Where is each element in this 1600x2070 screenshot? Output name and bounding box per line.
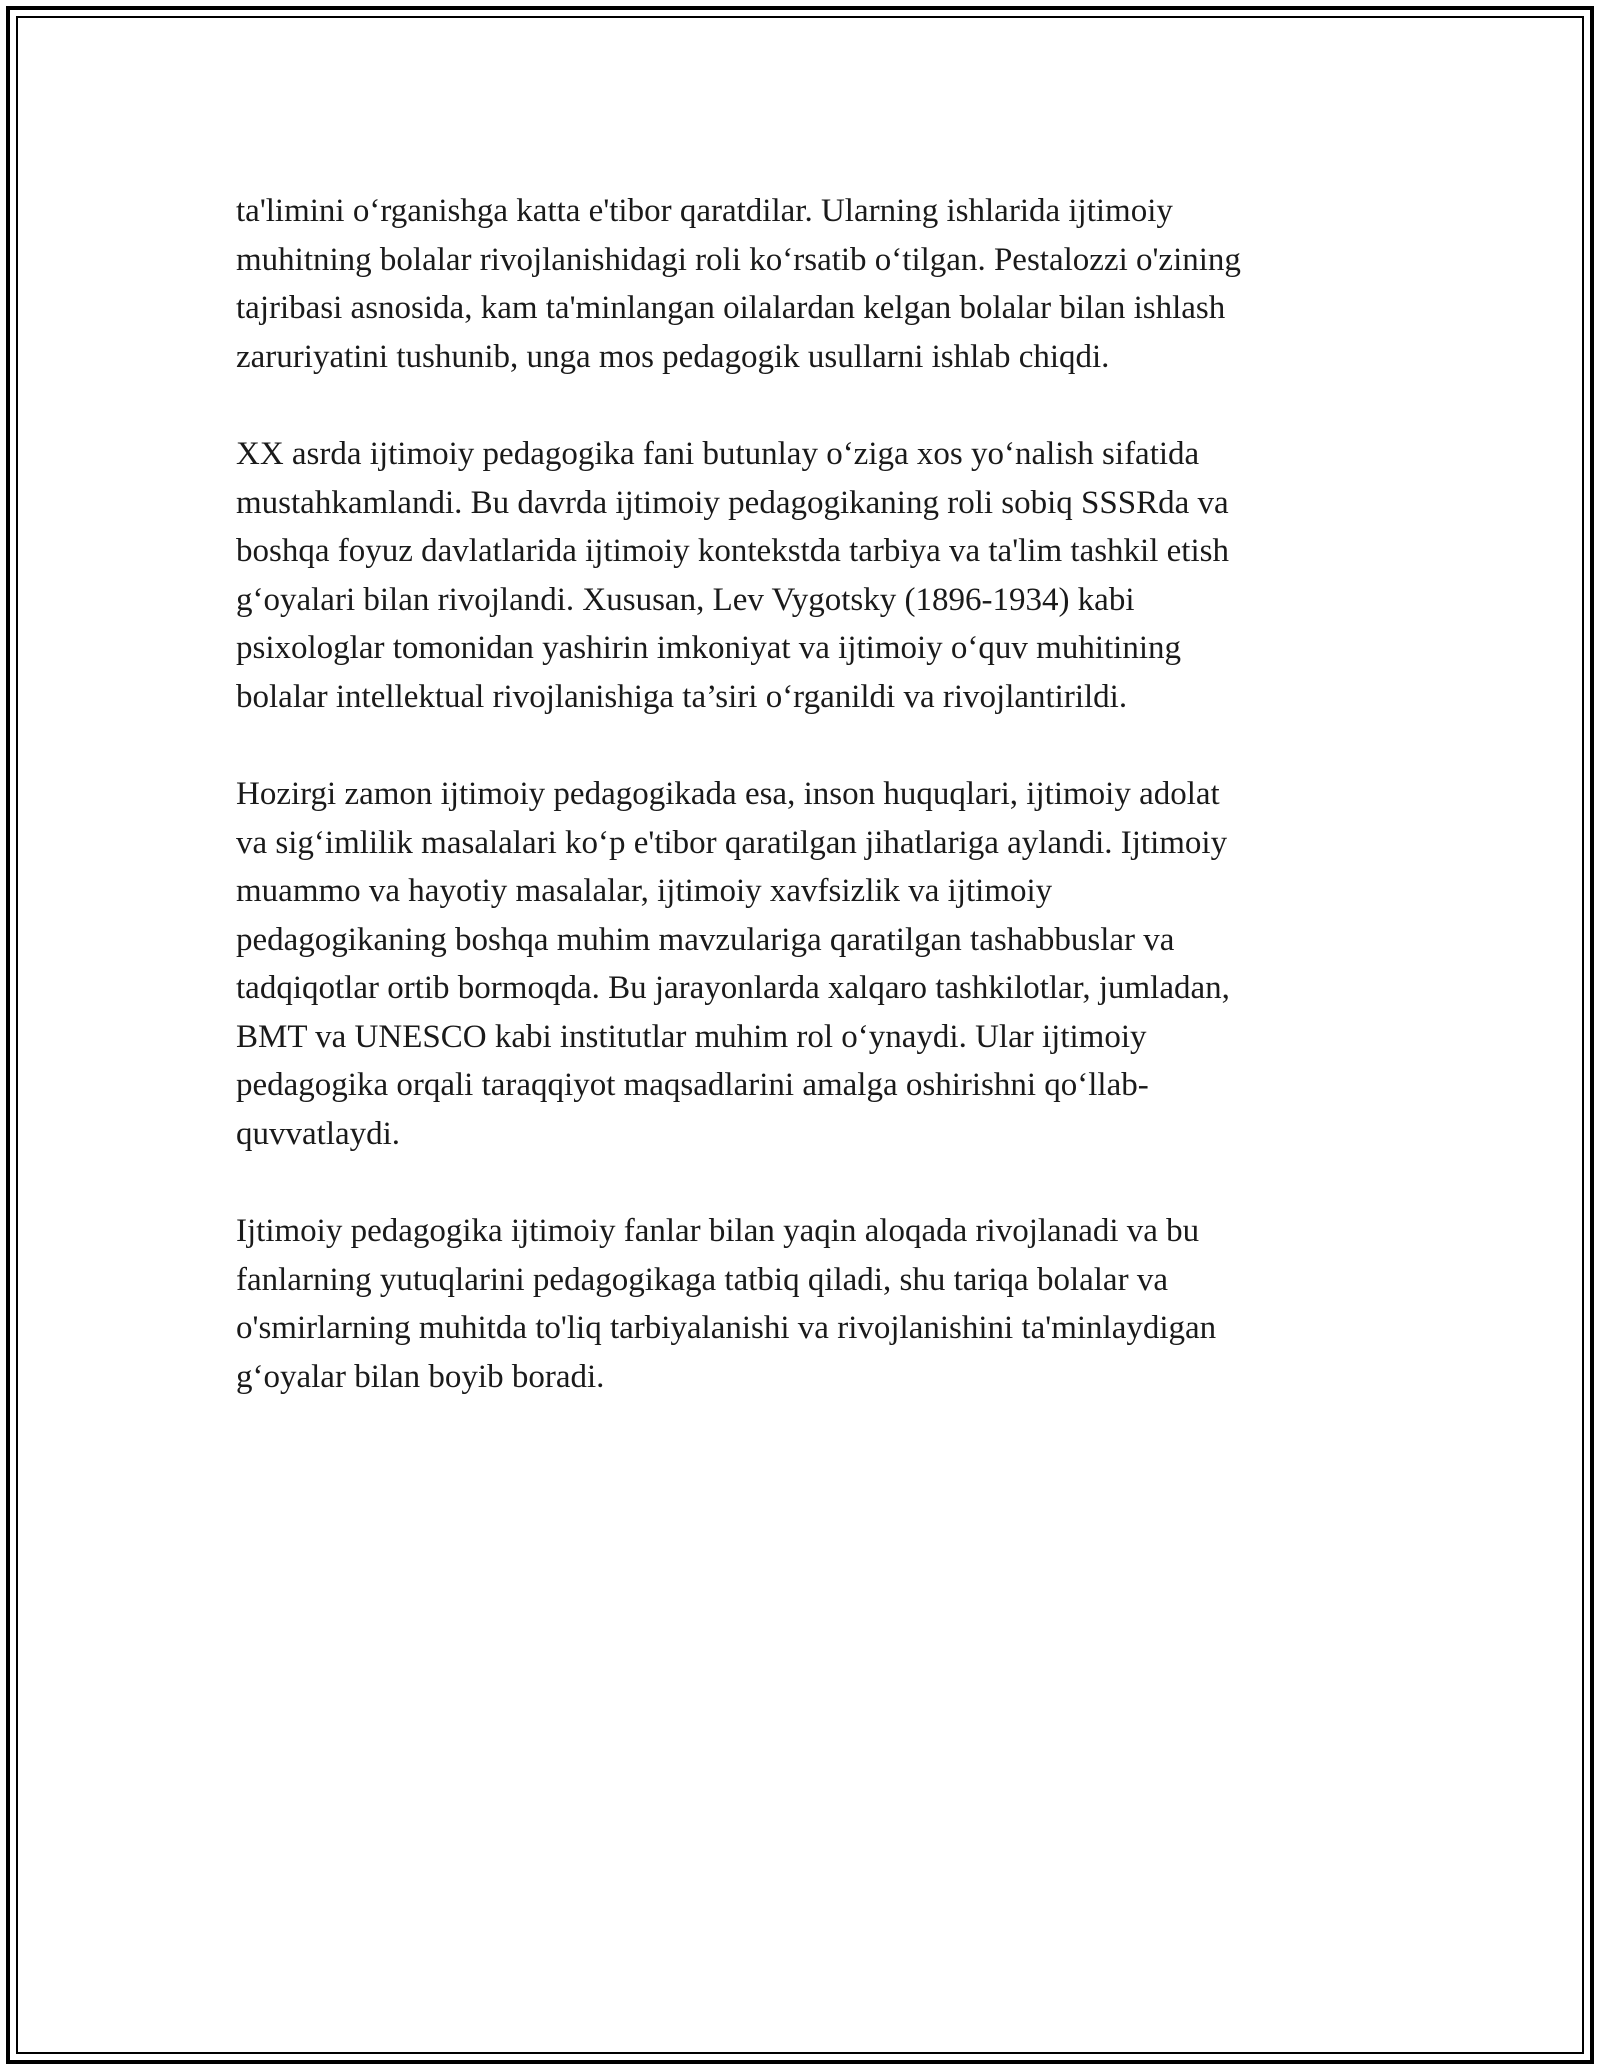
text-line: zaruriyatini tushunib, unga mos pedagogik usullarni ishlab chiqdi. xyxy=(236,338,1110,375)
text-line: Ijtimoiy pedagogika ijtimoiy fanlar bilan yaqin aloqada rivojlanadi va bu xyxy=(236,1213,1200,1249)
text-line: ta'limini o‘rganishga katta e'tibor qaratdilar. Ularning ishlarida ijtimoiy xyxy=(236,193,1173,229)
text-line: XX asrda ijtimoiy pedagogika fani butunlay o‘ziga xos yo‘nalish sifatida xyxy=(236,436,1200,472)
text-line: o'smirlarning muhitda to'liq tarbiyalanishi va rivojlanishini ta'minlaydigan xyxy=(236,1310,1217,1346)
paragraph-4 xyxy=(236,1207,1366,1401)
text-line: quvvatlaydi. xyxy=(236,1115,401,1152)
text-line: muammo va hayotiy masalalar, ijtimoiy xavfsizlik va ijtimoiy xyxy=(236,873,1053,909)
text-line: pedagogikaning boshqa muhim mavzulariga qaratilgan tashabbuslar va xyxy=(236,921,1175,958)
text-line: mustahkamlandi. Bu davrda ijtimoiy pedagogikaning roli sobiq SSSRda va xyxy=(236,484,1229,521)
text-line: pedagogika orqali taraqqiyot maqsadlarini amalga oshirishni qo‘llab- xyxy=(236,1067,1149,1103)
text-line: BMT va UNESCO kabi institutlar muhim rol o‘ynaydi. Ular ijtimoiy xyxy=(236,1018,1147,1055)
paragraph-3 xyxy=(236,770,1366,1158)
text-line: va sig‘imlilik masalalari ko‘p e'tibor qaratilgan jihatlariga aylandi. Ijtimoiy xyxy=(236,824,1228,861)
text-line: tadqiqotlar ortib bormoqda. Bu jarayonlarda xalqaro tashkilotlar, jumladan, xyxy=(236,970,1230,1006)
text-line: tajribasi asnosida, kam ta'minlangan oilalardan kelgan bolalar bilan ishlash xyxy=(236,290,1226,326)
text-line: boshqa foyuz davlatlarida ijtimoiy kontekstda tarbiya va ta'lim tashkil etish xyxy=(236,533,1229,569)
text-line: Hozirgi zamon ijtimoiy pedagogikada esa, inson huquqlari, ijtimoiy adolat xyxy=(236,776,1220,812)
text-line: psixologlar tomonidan yashirin imkoniyat va ijtimoiy o‘quv muhitining xyxy=(236,630,1182,666)
document-body xyxy=(236,187,1366,1450)
paragraph-1 xyxy=(236,187,1366,381)
text-line: g‘oyalari bilan rivojlandi. Xususan, Lev Vygotsky (1896-1934) kabi xyxy=(236,581,1135,618)
paragraph-2 xyxy=(236,430,1366,721)
text-line: muhitning bolalar rivojlanishidagi roli ko‘rsatib o‘tilgan. Pestalozzi o'zining xyxy=(236,241,1241,278)
text-line: g‘oyalar bilan boyib boradi. xyxy=(236,1358,605,1395)
text-line: fanlarning yutuqlarini pedagogikaga tatbiq qiladi, shu tariqa bolalar va xyxy=(236,1261,1168,1298)
text-line: bolalar intellektual rivojlanishiga ta’siri o‘rganildi va rivojlantirildi. xyxy=(236,678,1128,715)
